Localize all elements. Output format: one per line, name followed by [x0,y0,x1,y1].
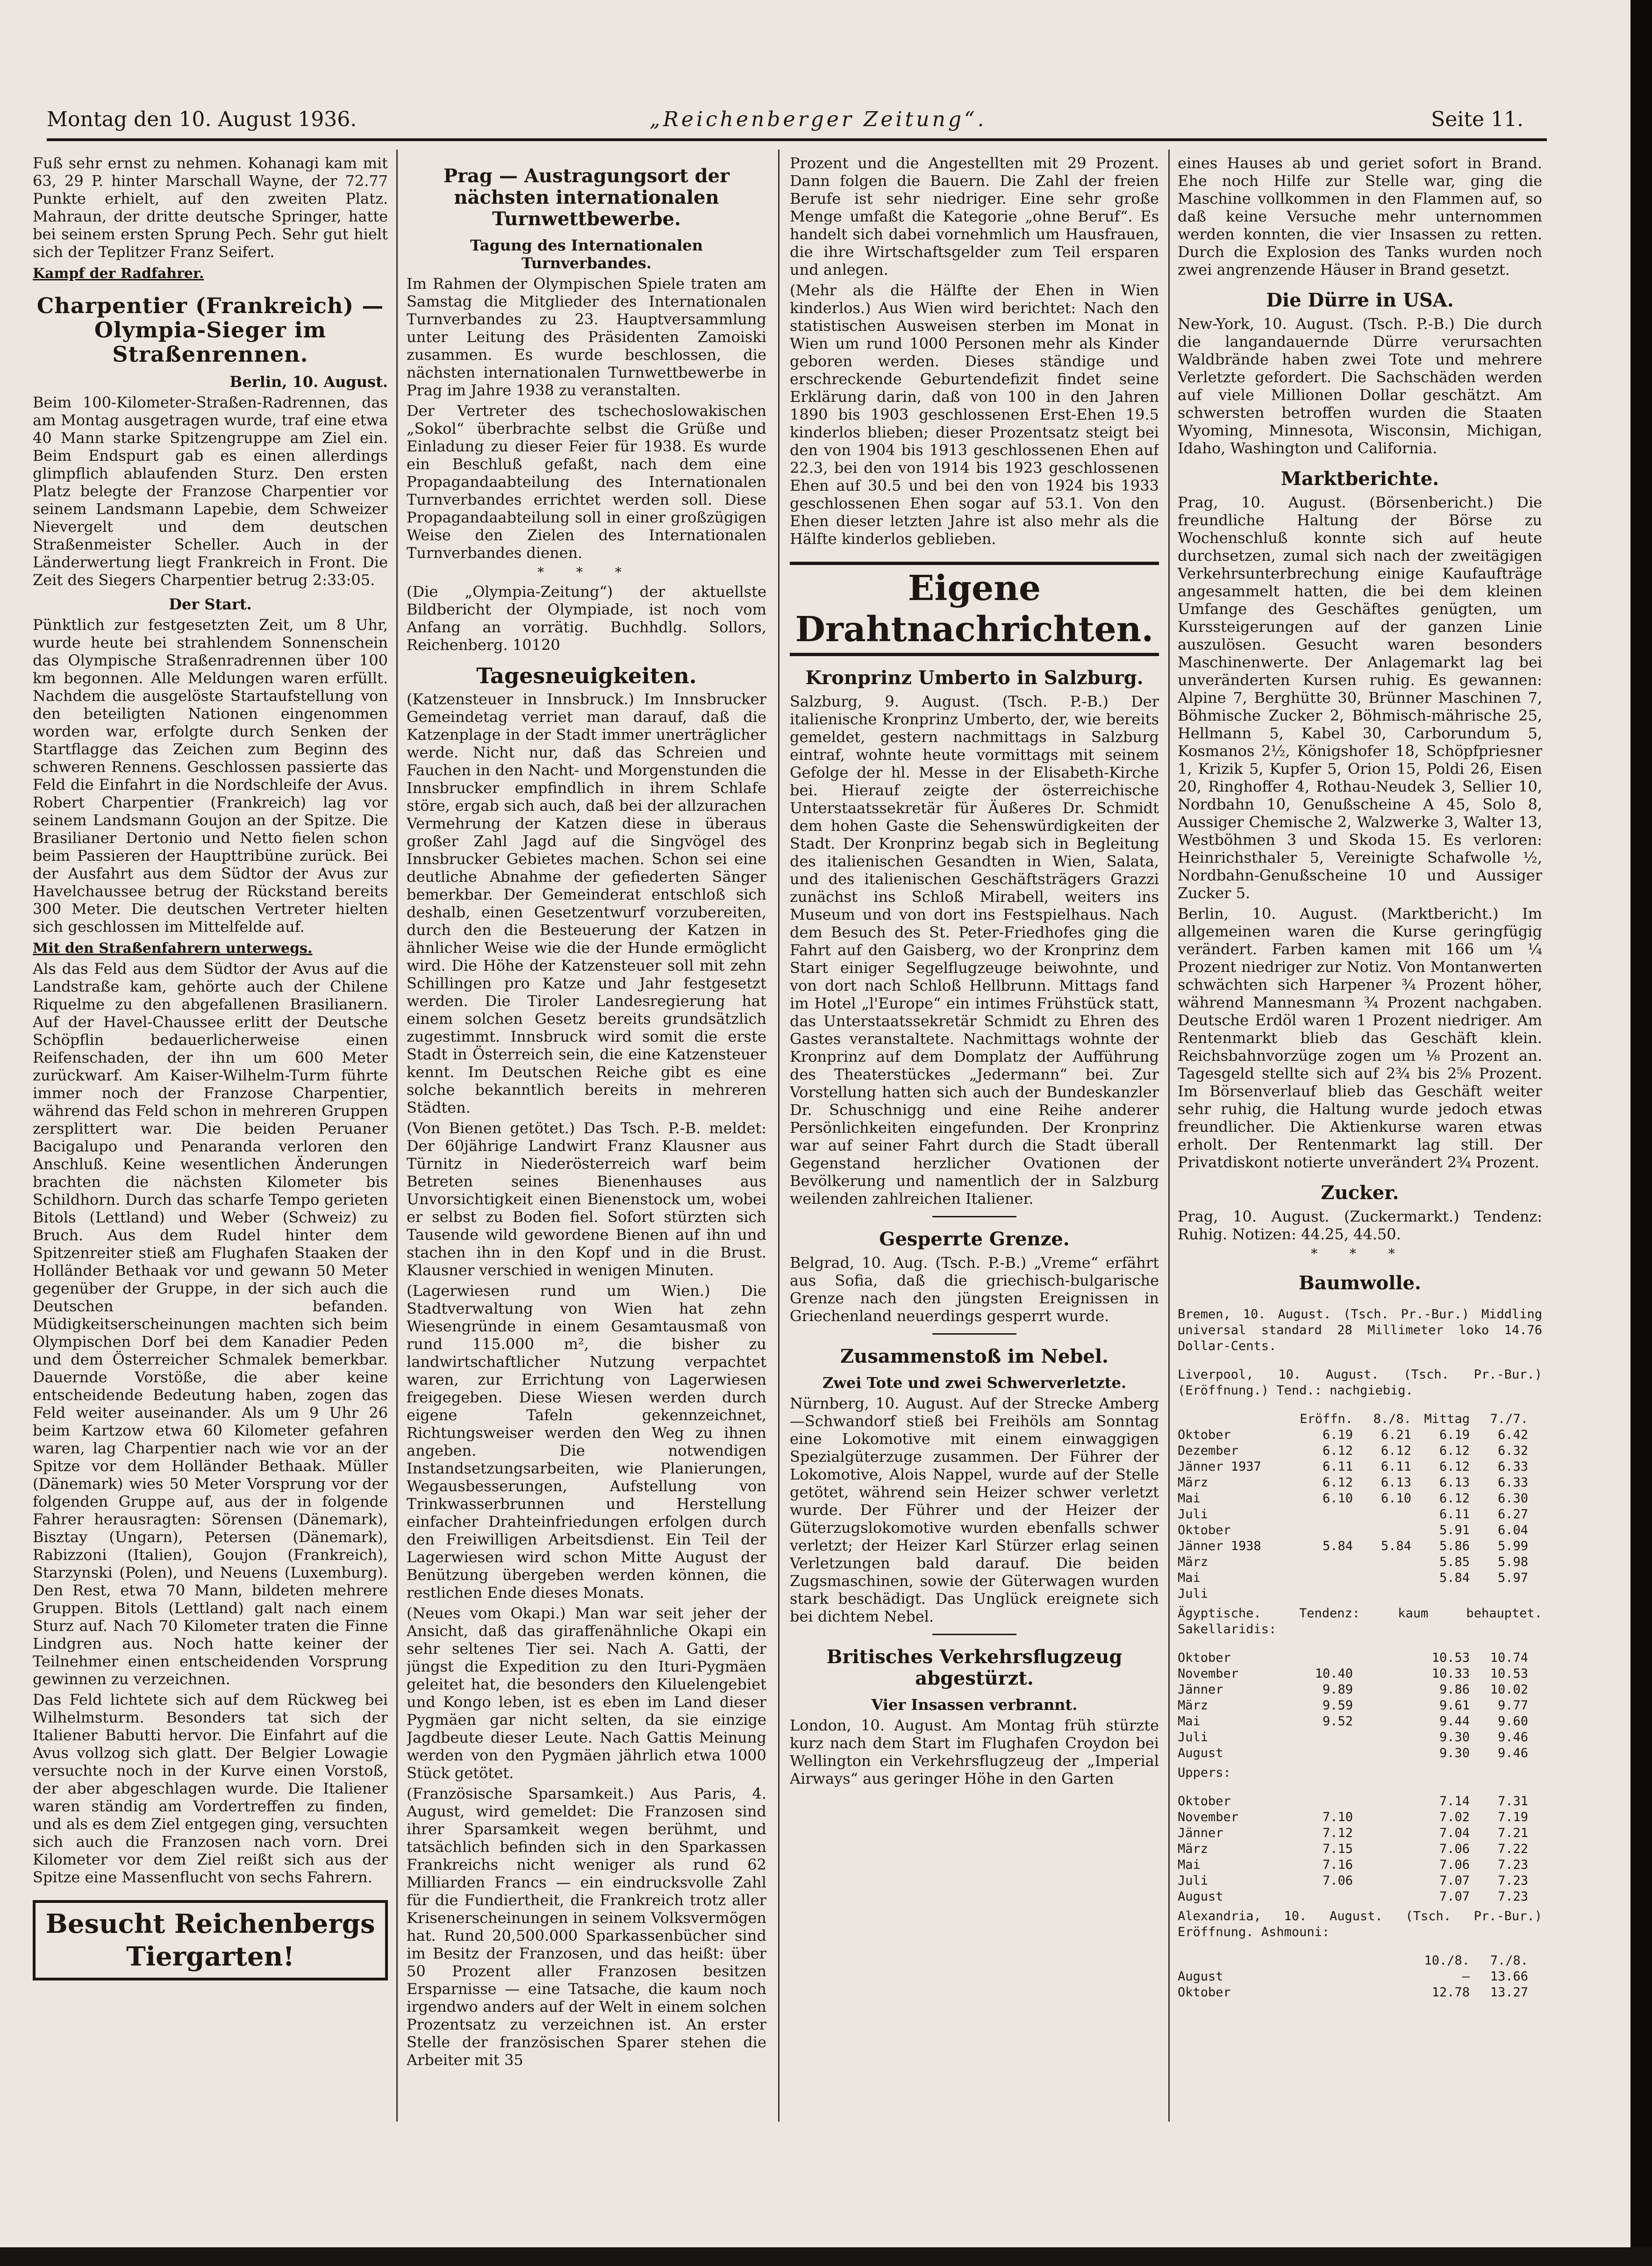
table-cell-value [1353,1857,1411,1873]
header-rule [47,138,1547,141]
subheading: Vier Insassen verbrannt. [871,1696,1078,1714]
table-cell-value: 6.11 [1322,1459,1353,1474]
table-cell-value: 7.06 [1322,1873,1353,1888]
table-cell-value: 9.86 [1439,1682,1470,1697]
table-cell-value: 6.30 [1497,1491,1528,1506]
column-divider [396,150,398,2122]
table-row [1178,1554,1542,1570]
table-cell-value: 9.44 [1439,1714,1470,1729]
table-row [1178,1730,1542,1745]
table-cell-month: Dezember [1178,1444,1239,1458]
table-cell-value: 9.30 [1439,1730,1470,1744]
table-row [1178,1698,1542,1714]
article-text: Salzburg, 9. August. (Tsch. P.-B.) Der italienische Kronprinz Umberto, der, wie bereits gemeldet, gestern nachmittags in Salzburg eintraf, wohnte heute vormittags mit seinem Gefolge der hl. Messe in der Elisabeth-Kirche bei. Hierauf zeigte der österreichische Unterstaatssekretär für Äußeres Dr. Schmidt dem hohen Gaste die Sehenswürdigkeiten der Stadt. Der Kronprinz begab sich in Begleitung des italienischen Gesandten in Wien, Salata, und des italienischen Geschäftsträgers Grazzi zunächst ins Schloß Mirabell, weiters ins Museum und von dort ins Festspielhaus. Nach dem Besuch des St. Peter-Friedhofes ging die Fahrt auf den Gaisberg, wo der Kronprinz dem Start einiger Segelflugzeuge beiwohnte, und von dort nach Schloß Hellbrunn. Mittags fand im Hotel „l'Europe“ ein intimes Frühstück statt, das Unterstaatssekretär Schmidt zu Ehren des Gastes veranstaltete. Nachmittags wohnte der Kronprinz auf dem Domplatz der Aufführung des Theaterstückes „Jedermann“ bei. Zur Vorstellung hatten sich auch der Bundeskanzler Dr. Schuschnigg und eine Reihe anderer Persönlichkeiten eingefunden. Der Kronprinz war auf seiner Fahrt durch die Stadt überall Gegenstand herzlicher Ovationen der Bevölkerung und namentlich der in Salzburg weilenden zahlreichen Italiener. [790,693,1159,1208]
article-text: London, 10. August. Am Montag früh stürzte kurz nach dem Start im Flughafen Croydon bei Wellington ein Verkehrsflugzeug der „Imperial Airways“ aus geringer Höhe in den Garten [790,1716,1159,1787]
table-cell-value [1294,1985,1353,2001]
table-cell-value [1294,1570,1353,1586]
table-cell-value: 5.86 [1439,1539,1470,1553]
table-cell-value [1294,1730,1353,1745]
table-cell-value [1353,1650,1411,1666]
table-cell-value: 6.21 [1380,1428,1411,1442]
subheading: Tagung des Internationalen Turnverbandes. [470,236,703,272]
table-row [1178,1443,1542,1459]
table-cell-value [1353,1745,1411,1761]
table-cell-value: 7.07 [1439,1889,1470,1904]
table-cell-value: 9.46 [1497,1730,1528,1744]
cotton-table-sakellaridis [1178,1650,1542,1761]
article-text: Beim 100-Kilometer-Straßen-Radrennen, das am Montag ausgetragen wurde, traf eine etwa 40 Mann starke Spitzengruppe am Ziel ein. Beim Endspurt gab es einen allerdings glimpflich ablaufenden Sturz. Den ersten Platz belegte der Franzose Charpentier vor seinem Landsmann Lapebie, dem Schweizer Nievergelt und dem deutschen Straßenmeister Scheller. Auch in der Länderwertung liegt Frankreich in Front. Die Zeit des Siegers Charpentier betrug 2:33:05. [33,393,388,589]
table-cell-month: Oktober [1178,1651,1231,1665]
table-cell-value: 10.02 [1490,1682,1528,1697]
table-cell-value: 5.84 [1380,1539,1411,1553]
table-cell-value: 5.97 [1497,1571,1528,1585]
article-text: (Von Bienen getötet.) Das Tsch. P.-B. meldet: Der 60jährige Landwirt Franz Klausner aus Türnitz in Niederösterreich warf beim Betreten seines Bienenhauses aus Unvorsichtigkeit einen Bienenstock um, wobei er selbst zu Boden fiel. Sofort stürzten sich Tausende wild gewordene Bienen auf ihn und stachen ihn in den Kopf und in die Brust. Klausner verschied in wenigen Minuten. [407,1119,766,1279]
table-cell-month: August [1178,1889,1223,1904]
table-row [1178,1586,1542,1602]
table-cell-value [1411,1586,1470,1602]
table-cell-value: 7.21 [1497,1826,1528,1840]
table-cell-value: 7.22 [1497,1842,1528,1856]
column-1 [33,154,388,2126]
table-cell-value [1353,1794,1411,1809]
table-cell-value: 6.12 [1322,1475,1353,1490]
table-row [1178,1873,1542,1889]
table-cell-value: 5.91 [1439,1523,1470,1537]
table-cell-month: August [1178,1746,1223,1760]
table-row [1178,1969,1542,1985]
separator-rule [932,1333,1016,1335]
section-kicker: Kampf der Radfahrer. [33,265,204,282]
table-cell-value: 7.19 [1497,1810,1528,1824]
subheading: Zwei Tote und zwei Schwerverletzte. [822,1374,1126,1392]
table-cell-value: 7.23 [1497,1889,1528,1904]
table-row [1178,1841,1542,1857]
table-cell-month: Jänner [1178,1682,1223,1697]
table-cell-value: 5.85 [1439,1555,1470,1569]
table-cell-value: 7.10 [1322,1810,1353,1824]
table-row [1178,1523,1542,1538]
advertisement-banner: Besucht Reichenbergs Tiergarten! [33,1900,388,1980]
table-cell-value: 10.40 [1315,1666,1353,1681]
table-cell-value: 6.42 [1497,1428,1528,1442]
cotton-table-uppers [1178,1794,1542,1905]
table-cell-month: Jänner 1938 [1178,1539,1261,1553]
subheading: Mit den Straßenfahrern unterwegs. [33,940,313,957]
table-cell-value: 6.32 [1497,1444,1528,1458]
table-cell-value: 9.30 [1439,1746,1470,1760]
table-cell-value: 7.14 [1439,1794,1470,1809]
table-row [1178,1538,1542,1554]
table-cell-value: 9.59 [1322,1698,1353,1713]
table-cell-value: 9.46 [1497,1746,1528,1760]
table-cell-month: Jänner 1937 [1178,1459,1261,1474]
table-cell-month: Oktober [1178,1794,1231,1809]
table-cell-month: März [1178,1555,1209,1569]
table-row [1178,1475,1542,1491]
dateline: Berlin, 10. August. [229,373,388,391]
market-report: Prag, 10. August. (Zuckermarkt.) Tendenz: Ruhig. Notizen: 44.25, 44.50. [1178,1208,1542,1243]
table-cell-month: Oktober [1178,1428,1231,1442]
table-cell-value: 5.84 [1322,1539,1353,1553]
article-text: Das Feld lichtete sich auf dem Rückweg bei Wilhelmsturm. Besonders tat sich der Italiener Babutti hervor. Die Einfahrt auf die Avus vollzog sich glatt. Der Belgier Lowagie versuchte noch in der Kurve einen Vorstoß, der aber abgeschlagen wurde. Die Italiener waren ständig am Vordertreffen zu finden, und als es dem Ziel entgegen ging, versuchten sich auch die Franzosen nach vorn. Drei Kilometer vor dem Ziel reißt sich aus der Spitze eine Massenflucht von sechs Fahrern. [33,1691,388,1886]
table-cell-value [1353,1730,1411,1745]
table-cell-value [1353,1666,1411,1682]
column-divider [778,150,780,2122]
headline-cotton: Baumwolle. [1298,1272,1421,1294]
table-cell-month: Oktober [1178,1523,1231,1537]
table-header: Eröffn. 8./8. Mittag 7./7. [1300,1412,1528,1426]
table-cell-value: 7.16 [1322,1858,1353,1872]
separator-stars: * * * [537,565,636,580]
table-cell-month: November [1178,1810,1239,1824]
table-cell-value: 7.23 [1497,1858,1528,1872]
column-divider [1168,150,1170,2122]
table-cell-value [1470,1586,1528,1602]
table-cell-value: 9.52 [1322,1714,1353,1729]
table-header: 10./8. 7./8. [1424,1953,1528,1968]
table-cell-month: März [1178,1475,1209,1490]
cotton-liverpool-head: Liverpool, 10. August. (Tsch. Pr.-Bur.) (Eröffnung.) Tend.: nachgiebig. [1178,1367,1542,1398]
table-cell-value: 6.10 [1380,1491,1411,1506]
headline-umberto: Kronprinz Umberto in Salzburg. [805,667,1144,689]
market-report: Berlin, 10. August. (Marktbericht.) Im allgemeinen waren die Kurse geringfügig verändert. Farben kamen mit 166 um ¼ Prozent niedriger zur Notiz. Von Montanwerten schwächten sich Harpener ¾ Prozent höher, während Mannesmann ¾ Prozent nachgaben. Deutsche Erdöl waren 1 Prozent niedriger. Am Rentenmarkt blieb das Geschäft klein. Reichsbahnvorzüge zogen um ⅛ Prozent an. Tagesgeld stellte sich auf 2¾ bis 2⅝ Prozent. Im Börsenverlauf blieb das Geschäft weiter sehr ruhig, die Haltung wurde jedoch etwas freundlicher. Die Aktienkurse waren etwas erholt. Der Rentenmarkt lag still. Der Privatdiskont notierte unverändert 2¾ Prozent. [1178,905,1542,1171]
table-row [1178,1459,1542,1475]
article-text: Nürnberg, 10. August. Auf der Strecke Amberg—Schwandorf stieß bei Freihöls am Sonntag eine Lokomotive mit einem einwaggigen Spezialgüterzuge zusammen. Der Führer der Lokomotive, Alois Nappel, wurde auf der Stelle getötet, während sein Heizer schwer verletzt wurde. Der Führer und der Heizer der Güterzugslokomotive wurden ebenfalls schwer verletzt; der Heizer Karl Stürzer erlag seinen Verletzungen bald darauf. Die beiden Zugsmaschinen, sowie der Güterwagen wurden stark beschädigt. Das Unglück ereignete sich bei dichtem Nebel. [790,1394,1159,1625]
table-cell-month: Mai [1178,1491,1201,1506]
table-row [1178,1857,1542,1873]
table-cell-month: März [1178,1842,1209,1856]
table-cell-month: Juli [1178,1587,1209,1601]
subheading: Der Start. [169,595,252,613]
table-cell-value: 6.12 [1439,1491,1470,1506]
table-cell-value: 10.33 [1431,1666,1470,1681]
article-text: (Katzensteuer in Innsbruck.) Im Innsbrucker Gemeindetag verriet man darauf, daß die Katzenplage in der Stadt immer unerträglicher werde. Nicht nur, daß das Schreien und Fauchen in den Nacht- und Morgenstunden die Innsbrucker empfindlich in ihrem Schlafe störe, ergab sich auch, daß bei der allzurachen Vermehrung der Katzen diese in überaus großer Zahl Jagd auf die Singvögel des Innsbrucker Gebietes machen. Schon sei eine deutliche Abnahme der gefiederten Sänger bemerkbar. Der Gemeinderat entschloß sich deshalb, einen Gesetzentwurf vorzubereiten, durch den die Besteuerung der Katzen in ähnlicher Weise wie die der Hunde ermöglicht wird. Die Höhe der Katzensteuer soll mit zehn Schillingen pro Katze und Jahr festgesetzt werden. Die Tiroler Landesregierung hat einem solchen Gesetz bereits grundsätzlich zugestimmt. Innsbruck wird somit die erste Stadt in Österreich sein, die eine Katzensteuer kennt. Im Deutschen Reiche gibt es eine solche bekanntlich bereits in mehreren Städten. [407,690,766,1116]
table-cell-value [1353,1809,1411,1825]
scan-edge [0,2247,1652,2266]
header-page-number: Seite 11. [1431,107,1523,131]
table-cell-value: 6.12 [1380,1444,1411,1458]
table-cell-value: 9.61 [1439,1698,1470,1713]
table-cell-value [1353,1554,1411,1570]
article-text: New-York, 10. August. (Tsch. P.-B.) Die durch die langandauernde Dürre verursachten Waldbrände haben zwei Tote und mehrere Verletzte gefordert. Die Sachschäden werden auf viele Millionen Dollar geschätzt. Am schwersten betroffen wurden die Staaten Wyoming, Minnesota, Wisconsin, Michigan, Idaho, Washington und California. [1178,315,1542,457]
table-cell-value: 7.23 [1497,1873,1528,1888]
table-cell-month: November [1178,1666,1239,1681]
article-text: Fuß sehr ernst zu nehmen. Kohanagi kam mit 63, 29 P. hinter Marschall Wayne, der 72.77 Punkte erhielt, auf den zweiten Platz. Mahraun, der dritte deutsche Springer, hatte bei seinem ersten Sprung Pech. Sehr gut hielt sich der Teplitzer Franz Seifert. [33,154,388,261]
table-cell-value: 5.99 [1497,1539,1528,1553]
table-cell-month: August [1178,1969,1223,1984]
market-report: Prag, 10. August. (Börsenbericht.) Die freundliche Haltung der Börse zu Wochenschluß konnte sich auf heute durchsetzen, zumal sich nach der zweitägigen Verkehrsunterbrechung einige Kaufaufträge angesammelt hatten, die bei dem kleinen Umfange des Geschäftes genügten, um Kurssteigerungen auf der ganzen Linie auszulösen. Gesucht waren besonders Maschinenwerte. Der Anlagemarkt lag bei unveränderten Kursen ruhig. Es gewannen: Alpine 7, Berghütte 30, Brünner Maschinen 7, Böhmische Zucker 2, Böhmisch-mährische 25, Hellmann 5, Kabel 30, Carborundum 5, Kosmanos 2½, Königshofer 18, Schöpfpriesner 1, Krizik 5, Kupfer 5, Orion 15, Poldi 26, Eisen 20, Ringhoffer 4, Rothau-Neudek 3, Sellier 10, Nordbahn 10, Genußscheine A 45, Solo 8, Aussiger Chemische 2, Walzwerke 3, Walter 13, Westböhmen 3 und Skoda 15. Es verloren: Heinrichsthaler 5, Vereinigte Schafwolle ½, Nordbahn-Genußscheine 10 und Aussiger Zucker 5. [1178,493,1542,902]
table-row [1178,1491,1542,1507]
table-cell-value: 10.53 [1431,1651,1470,1665]
table-row [1178,1794,1542,1809]
headline-market: Marktberichte. [1280,468,1439,490]
table-row [1178,1650,1542,1666]
table-cell-value: 13.27 [1490,1985,1528,2000]
table-cell-value: 7.15 [1322,1842,1353,1856]
table-cell-value: 5.98 [1497,1555,1528,1569]
table-cell-value: 7.12 [1322,1826,1353,1840]
page-header [47,107,1523,140]
table-cell-value: 5.84 [1439,1571,1470,1585]
article-text: (Neues vom Okapi.) Man war seit jeher der Ansicht, daß das giraffenähnliche Okapi ein sehr seltenes Tier sei. Nach A. Gatti, der jüngst die Expedition zu den Ituri-Pygmäen geleitet hat, die besonders den Kiluelengebiet und Kongo leben, ist es eben im Land dieser Pygmäen gar nicht selten, da sie einzige Jagdbeute dieser Leute. Nach Gattis Meinung werden von den Pygmäen jährlich etwa 1000 Stück getötet. [407,1604,766,1782]
table-cell-value: 9.60 [1497,1714,1528,1729]
headline-plane-crash: Britisches Verkehrsflugzeug abgestürzt. [826,1646,1123,1689]
table-cell-value: 9.89 [1322,1682,1353,1697]
table-cell-value: 7.04 [1439,1826,1470,1840]
headline-news: Tagesneuigkeiten. [476,663,697,688]
table-cell-value [1353,1873,1411,1889]
table-cell-value [1353,1698,1411,1714]
separator-stars: * * * [1311,1246,1409,1261]
table-cell-value: 10.74 [1490,1651,1528,1665]
table-row [1178,1985,1542,2001]
table-cell-value: 13.66 [1490,1969,1528,1984]
table-cell-value: 6.11 [1380,1459,1411,1474]
table-row [1178,1570,1542,1586]
table-cell-value: 6.33 [1497,1459,1528,1474]
headline-border: Gesperrte Grenze. [879,1228,1070,1250]
headline-sugar: Zucker. [1321,1182,1399,1204]
headline-collision: Zusammenstoß im Nebel. [840,1345,1108,1367]
table-cell-value [1353,1841,1411,1857]
header-date: Montag den 10. August 1936. [47,107,357,131]
table-cell-value: 6.13 [1439,1475,1470,1490]
table-cell-value: 6.11 [1439,1507,1470,1522]
article-text: (Französische Sparsamkeit.) Aus Paris, 4. August, wird gemeldet: Die Franzosen sind ihrer Sparsamkeit wegen berühmt, und tatsächlich befinden sich in den Sparkassen Frankreichs nicht weniger als rund 62 Milliarden Francs — ein eindrucksvolle Zahl für die Fundiertheit, die Frankreich trotz aller Krisenerscheinungen in seinem Volksvermögen hat. Rund 20,500.000 Sparkassenbücher sind im Besitz der Franzosen, und das heißt: über 50 Prozent aller Franzosen besitzen Ersparnisse — eine Tatsache, die kaum noch irgendwo anders auf der Welt in einem solchen Prozentsatz zu verzeichnen ist. An erster Stelle der französischen Sparer stehen die Arbeiter mit 35 [407,1785,766,2069]
table-cell-value [1353,1682,1411,1698]
table-cell-value: 6.19 [1322,1428,1353,1442]
table-cell-month: Juli [1178,1507,1209,1522]
table-cell-month: Juli [1178,1730,1209,1744]
table-cell-value: 6.12 [1439,1444,1470,1458]
table-cell-value [1353,1586,1411,1602]
table-cell-value: 7.06 [1439,1842,1470,1856]
headline-drought: Die Dürre in USA. [1266,289,1454,311]
cotton-bremen: Bremen, 10. August. (Tsch. Pr.-Bur.) Middling universal standard 28 Millimeter loko 14.76 Dollar-Cents. [1178,1307,1542,1353]
table-cell-month: Mai [1178,1714,1201,1729]
table-cell-value [1294,1794,1353,1809]
article-text: Als das Feld aus dem Südtor der Avus auf die Landstraße kam, gehörte auch der Chilene Riquelme zu den abgefallenen Brasilianern. Auf der Havel-Chaussee erlitt der Deutsche Schöpflin bedauerlicherweise einen Reifenschaden, der ihn um 600 Meter zurückwarf. Am Kaiser-Wilhelm-Turm führte immer noch der Franzose Charpentier, während das Feld schon in mehreren Gruppen zersplittert war. Die beiden Peruaner Bacigalupo und Penaranda verloren den Anschluß. Keine wesentlichen Änderungen brachten die nächsten Kilometer bis Schildhorn. Durch das scharfe Tempo gerieten Bitols (Lettland) und Weber (Schweiz) zu Bruch. Aus dem Rudel hinter dem Spitzenreiter stieß am Flughafen Staaken der Holländer Bethaak vor und gewann 50 Meter gegenüber der Gruppe, in der sich auch die Deutschen befanden. Müdigkeitserscheinungen machten sich beim Olympischen Dorf bei dem Kanadier Peden und dem Österreicher Schmalek bemerkbar. Dauernde Vorstöße, die aber keine entscheidende Bedeutung haben, zogen das Feld weiter auseinander. Als um 9 Uhr 26 beim Kartzow etwa 60 Kilometer gefahren waren, lag Charpentier nach wie vor an der Spitze vor dem Holländer Bethaak. Müller (Dänemark) wies 50 Meter Vorsprung vor der folgenden Gruppe auf, aus der in folgende Fahrer herausragten: Sörensen (Dänemark), Bisztay (Ungarn), Petersen (Dänemark), Rabizzoni (Italien), Goujon (Frankreich), Starzynski (Polen), und Neuens (Luxemburg). Den Rest, etwa 70 Mann, bildeten mehrere Gruppen. Bitols (Lettland) galt nach einem Sturz auf. Nach 70 Kilometer traten die Finne Lindgren aus. Noch hatte keiner der Teilnehmer einen entscheidenden Vorsprung gewinnen zu verzeichnen. [33,960,388,1688]
separator-rule [932,1216,1016,1217]
table-cell-value [1353,1889,1411,1905]
article-text: eines Hauses ab und geriet sofort in Brand. Ehe noch Hilfe zur Stelle war, ging die Maschine vollkommen in den Flammen auf, so daß keine Versuche mehr unternommen werden konnten, die vier Insassen zu retten. Durch die Explosion des Tanks wurden noch zwei angrenzende Häuser in Brand gesetzt. [1178,154,1542,279]
article-text: Im Rahmen der Olympischen Spiele traten am Samstag die Mitglieder des Internationalen Turnverbandes zu 23. Hauptversammlung unter Leitung des Präsidenten Zamoiski zusammen. Es wurde beschlossen, die nächsten internationalen Turnwettbewerbe in Prag im Jahre 1938 zu veranstalten. [407,275,766,399]
article-text: Prozent und die Angestellten mit 29 Prozent. Dann folgen die Bauern. Die Zahl der freien Berufe ist sehr niedriger. Eine sehr große Menge umfaßt die Kategorie „ohne Beruf“. Es handelt sich dabei vornehmlich um Hausfrauen, die ihre Wirtschaftsgelder zum Teil ersparen und anlegen. [790,154,1159,279]
article-text: Der Vertreter des tschechoslowakischen „Sokol“ überbrachte selbst die Grüße und Einladung zu dieser Feier für 1938. Es wurde ein Beschluß gefaßt, nach dem eine Propagandaabteilung des Internationalen Turnverbandes errichtet werden soll. Diese Propagandaabteilung soll in einer großzügigen Weise den Zielen des Internationalen Turnverbandes dienen. [407,402,766,562]
table-cell-month: Oktober [1178,1985,1231,2000]
article-text: Belgrad, 10. Aug. (Tsch. P.-B.) „Vreme“ erfährt aus Sofia, daß die griechisch-bulgarische Grenze nach den jüngsten Ereignissen in Griechenland neuerdings gesperrt wurde. [790,1254,1159,1325]
table-cell-value: 6.13 [1380,1475,1411,1490]
article-text: Pünktlich zur festgesetzten Zeit, um 8 Uhr, wurde heute bei strahlendem Sonnenschein das Olympische Straßenradrennen über 100 km begonnen. Alle Meldungen waren erfüllt. Nachdem die ausgelöste Startaufstellung von den beteiligten Nationen eingenommen worden war, erfolgte durch Senken der Startflagge das Zeichen zum Beginn des schweren Rennens. Geschlossen passierte das Feld die Einfahrt in die Nordschleife der Avus. Robert Charpentier (Frankreich) lag vor seinem Landsmann Goujon an der Spitze. Die Brasilianer Dertonio und Netto fielen schon beim Passieren der Haupttribüne zurück. Bei der Ausfahrt aus dem Südtor der Avus zur Havelchaussee betrug der Rückstand bereits 300 Meter. Die deutschen Vertreter hielten sich geschlossen im Mittelfelde auf. [33,616,388,936]
table-cell-value: 6.04 [1497,1523,1528,1537]
column-4 [1178,154,1542,2117]
table-cell-value [1294,1969,1353,1985]
cotton-table-liverpool [1178,1427,1542,1602]
table-row [1178,1825,1542,1841]
section-masthead: Eigene Drahtnachrichten. [790,562,1159,656]
table-cell-value: 7.31 [1497,1794,1528,1809]
table-row [1178,1507,1542,1523]
header-title: „Reichenberger Zeitung“. [650,107,987,131]
column-2 [407,154,766,2117]
table-cell-value: 6.12 [1439,1459,1470,1474]
table-cell-value: 6.19 [1439,1428,1470,1442]
table-row [1178,1745,1542,1761]
table-cell-value: 6.33 [1497,1475,1528,1490]
table-cell-value [1294,1889,1353,1905]
article-text: (Mehr als die Hälfte der Ehen in Wien kinderlos.) Aus Wien wird berichtet: Nach den statistischen Ausweisen sterben im Monat in Wien um rund 1000 Personen mehr als Kinder geboren werden. Dieses ständige und erschreckende Geburtendefizit findet seine Erklärung darin, daß von 100 in den Jahren 1890 bis 1903 geschlossenen Erst-Ehen 19.5 kinderlos blieben; dieser Prozentsatz steigt bei den von 1904 bis 1913 geschlossenen Ehen auf 22.3, bei den von 1914 bis 1923 geschlossenen Ehen auf 30.5 und bei den von 1924 bis 1933 geschlossenen Ehen sogar auf 53.1. Von den Ehen dieser letzten Jahre ist also mehr als die Hälfte kinderlos geblieben. [790,281,1159,548]
table-cell-value [1353,1714,1411,1730]
cotton-table-alexandria [1178,1969,1542,2001]
cotton-alexandria-head: Alexandria, 10. August. (Tsch. Pr.-Bur.) Eröffnung. Ashmouni: [1178,1909,1542,1939]
table-cell-value: 10.53 [1490,1666,1528,1681]
table-row [1178,1666,1542,1682]
table-cell-value: 6.12 [1322,1444,1353,1458]
table-cell-value: 9.77 [1497,1698,1528,1713]
table-cell-value: 6.10 [1322,1491,1353,1506]
table-cell-month: Juli [1178,1873,1209,1888]
separator-rule [932,1634,1016,1635]
table-cell-value [1294,1586,1353,1602]
table-cell-value: 7.07 [1439,1873,1470,1888]
table-cell-value [1294,1745,1353,1761]
scan-edge [1631,0,1652,2266]
table-cell-month: Mai [1178,1858,1201,1872]
table-cell-value [1294,1650,1353,1666]
headline-gymnastics: Prag — Austragungsort der nächsten internationalen Turnwettbewerbe. [443,165,730,230]
table-cell-value [1353,1969,1411,1985]
column-3 [790,154,1159,2117]
article-text: (Lagerwiesen rund um Wien.) Die Stadtverwaltung von Wien hat zehn Wiesengründe in einem Gesamtausmaß von rund 115.000 m², die bisher zu landwirtschaftlicher Nutzung verpachtet waren, zur Errichtung von Lagerwiesen freigegeben. Diese Wiesen werden durch eigene Tafeln gekennzeichnet, Richtungsweiser werden den Weg zu ihnen angeben. Die notwendigen Instandsetzungsarbeiten, wie Planierungen, Wegausbesserungen, Aufstellung von Trinkwasserbrunnen und Herstellung einfacher Drahteinfriedungen erfolgen durch den Freiwilligen Arbeitsdienst. Ein Teil der Lagerwiesen wird schon Mitte August der Benützung übergeben werden können, die restlichen Ende dieses Monats. [407,1282,766,1601]
table-cell-value: — [1462,1969,1470,1984]
table-cell-value [1294,1507,1353,1523]
table-cell-value [1353,1825,1411,1841]
table-cell-value: 6.27 [1497,1507,1528,1522]
table-row [1178,1682,1542,1698]
table-cell-value: 7.06 [1439,1858,1470,1872]
table-cell-value [1353,1523,1411,1538]
table-row [1178,1889,1542,1905]
cotton-uppers-head: Uppers: [1178,1766,1231,1780]
table-row [1178,1714,1542,1730]
table-cell-month: März [1178,1698,1209,1713]
table-cell-value [1353,1570,1411,1586]
table-cell-value [1353,1507,1411,1523]
headline-cycling: Charpentier (Frankreich) — Olympia-Sieger im Straßenrennen. [36,293,384,367]
cotton-egypt-head: Ägyptische. Tendenz: kaum behauptet. Sakellaridis: [1178,1606,1542,1637]
table-cell-value [1294,1554,1353,1570]
table-cell-value: 12.78 [1431,1985,1470,2000]
table-row [1178,1427,1542,1443]
table-cell-month: Mai [1178,1571,1201,1585]
table-cell-value: 7.02 [1439,1810,1470,1824]
table-row [1178,1809,1542,1825]
table-cell-value [1353,1985,1411,2001]
advertisement-note: (Die „Olympia-Zeitung“) der aktuellste Bildbericht der Olympiade, ist noch vom Anfang an vorrätig. Buchhdlg. Sollors, Reichenberg. 10120 [407,583,766,654]
table-cell-value [1294,1523,1353,1538]
table-cell-month: Jänner [1178,1826,1223,1840]
